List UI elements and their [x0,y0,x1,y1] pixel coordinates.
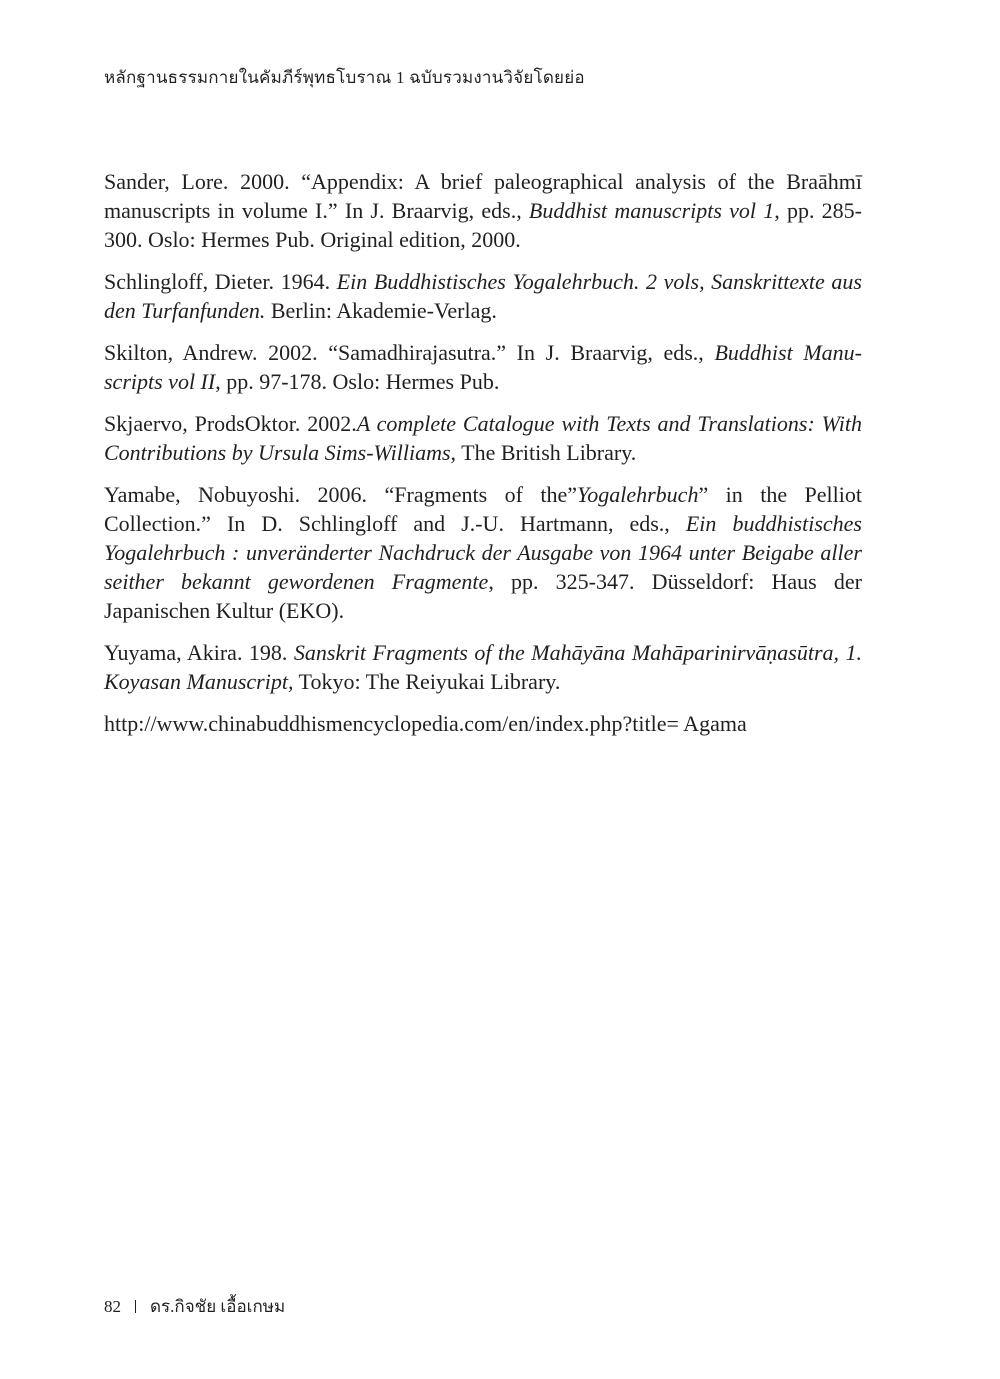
reference-url: http://www.chinabuddhismencyclopedia.com/en/index.php?title= Agama [104,711,747,736]
reference-title: Yogalehrbuch [577,482,699,507]
page-footer [104,1293,285,1320]
reference-text: , pp. 285-300. Oslo: Hermes Pub. Original edition, 2000. [104,198,862,252]
page-number: 82 [104,1297,121,1316]
reference-title: Ein buddhistisches Yogalehrbuch : unveränderter Nachdruck der Ausgabe von 1964 unter Beigabe aller seither bekannt gewordenen Fragmente [104,511,862,594]
reference-text: Yuyama, Akira. 198. [104,640,294,665]
reference-text: ” in the Pelliot Collection.” In D. Schlingloff and J.-U. Hartmann, eds., [104,482,863,536]
reference-text: , pp. 97-178. Oslo: Hermes Pub. [215,369,500,394]
reference-title: Buddhist manuscripts vol 1 [528,198,775,223]
reference-entry [104,638,862,696]
reference-text: Schlingloff, Dieter. 1964. [104,269,337,294]
reference-text: Yamabe, Nobuyoshi. 2006. “Fragments of the” [104,482,578,507]
reference-text: Sander, Lore. 2000. “Appendix: A brief paleographical analysis of the Braāhmī manuscripts in volume I.” In J. Braarvig, eds., [104,169,862,223]
reference-text: , pp. 325-347. Düsseldorf: Haus der Japanischen Kultur (EKO). [104,569,862,623]
reference-entry [104,480,862,625]
reference-text: Skilton, Andrew. 2002. “Samadhirajasutra.” In J. Braarvig, eds., [104,340,715,365]
reference-entry [104,267,862,325]
reference-title: A complete Catalogue with Texts and Translations: With Contributions by Ursula Sims-Williams, [104,411,862,465]
reference-entry [104,167,862,254]
reference-title: Sanskrit Fragments of the Mahāyāna Mahāparinirvāṇasūtra, 1. Koyasan Manuscript, [104,640,862,694]
footer-divider [135,1300,136,1313]
running-header: หลักฐานธรรมกายในคัมภีร์พุทธโบราณ 1 ฉบับรวมงานวิจัยโดยย่อ [104,68,585,87]
reference-title: Ein Buddhistisches Yogalehrbuch. 2 vols, Sanskrittexte aus den Turfanfunden. [104,269,862,323]
reference-text: The British Library. [456,440,637,465]
reference-text: Berlin: Akademie-Verlag. [265,298,497,323]
reference-list [104,167,862,751]
reference-entry [104,409,862,467]
reference-text: Skjaervo, ProdsOktor. 2002. [104,411,357,436]
reference-entry [104,338,862,396]
author-name: ดร.กิจชัย เอื้อเกษม [150,1297,286,1316]
reference-text: Tokyo: The Reiyukai Library. [293,669,561,694]
reference-title: Buddhist Manuscripts vol II [104,340,862,394]
